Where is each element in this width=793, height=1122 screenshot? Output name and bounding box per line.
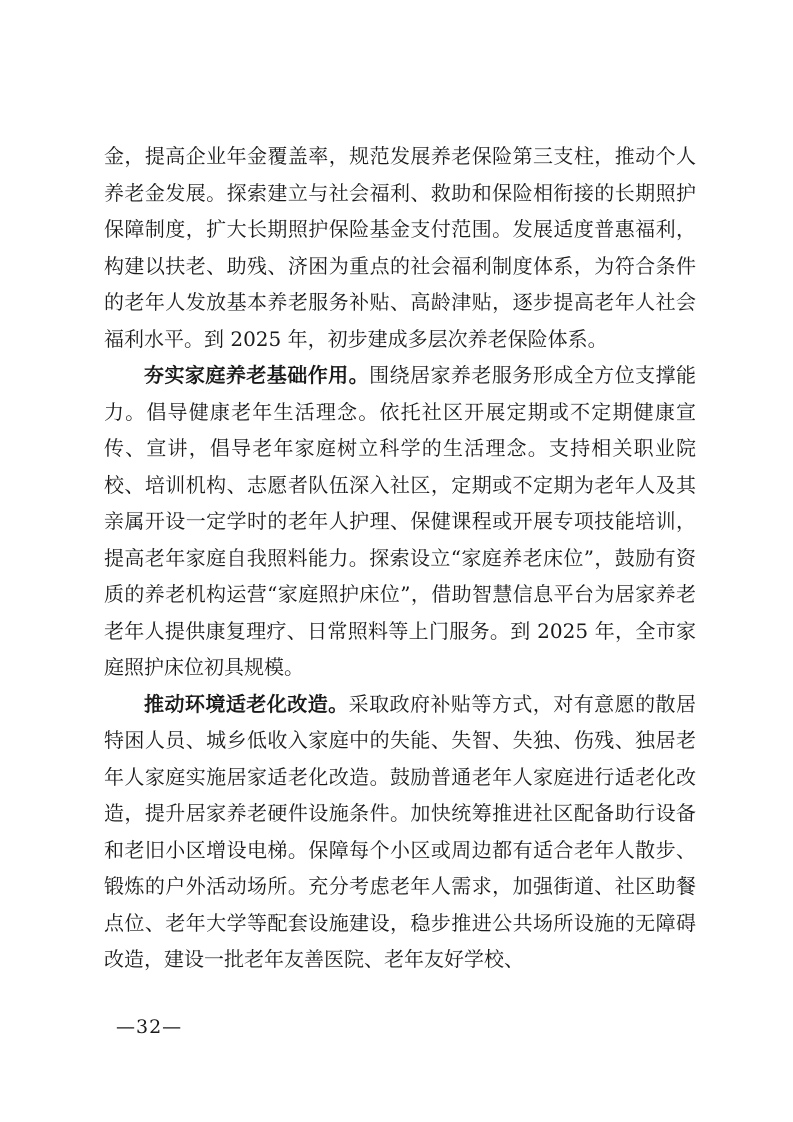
paragraph-2-heading: 夯实家庭养老基础作用。	[144, 363, 370, 387]
page-number: —32—	[116, 1016, 183, 1038]
body-text	[104, 138, 696, 978]
paragraph-2-body: 围绕居家养老服务形成全方位支撑能力。倡导健康老年生活理念。依托社区开展定期或不定期健康宣传、宣讲，倡导老年家庭树立科学的生活理念。支持相关职业院校、培训机构、志愿者队伍深入社区，定期或不定期为老年人及其亲属开设一定学时的老年人护理、保健课程或开展专项技能培训，提高老年家庭自我照料能力。探索设立“家庭养老床位”，鼓励有资质的养老机构运营“家庭照护床位”，借助智慧信息平台为居家养老老年人提供康复理疗、日常照料等上门服务。到 2025 年，全市家庭照护床位初具规模。	[104, 363, 697, 679]
paragraph-1-body: 金，提高企业年金覆盖率，规范发展养老保险第三支柱，推动个人养老金发展。探索建立与社会福利、救助和保险相衔接的长期照护保障制度，扩大长期照护保险基金支付范围。发展适度普惠福利，构建以扶老、助残、济困为重点的社会福利制度体系，为符合条件的老年人发放基本养老服务补贴、高龄津贴，逐步提高老年人社会福利水平。到 2025 年，初步建成多层次养老保险体系。	[104, 144, 696, 351]
paragraph-3-body: 采取政府补贴等方式，对有意愿的散居特困人员、城乡低收入家庭中的失能、失智、失独、伤残、独居老年人家庭实施居家适老化改造。鼓励普通老年人家庭进行适老化改造，提升居家养老硬件设施条件。加快统筹推进社区配备助行设备和老旧小区增设电梯。保障每个小区或周边都有适合老年人散步、锻炼的户外活动场所。充分考虑老年人需求，加强街道、社区助餐点位、老年大学等配套设施建设，稳步推进公共场所设施的无障碍改造，建设一批老年友善医院、老年友好学校、	[104, 691, 697, 971]
paragraph-1	[104, 138, 696, 357]
paragraph-3	[104, 686, 696, 978]
paragraph-3-heading: 推动环境适老化改造。	[144, 691, 349, 716]
paragraph-2	[104, 357, 696, 686]
